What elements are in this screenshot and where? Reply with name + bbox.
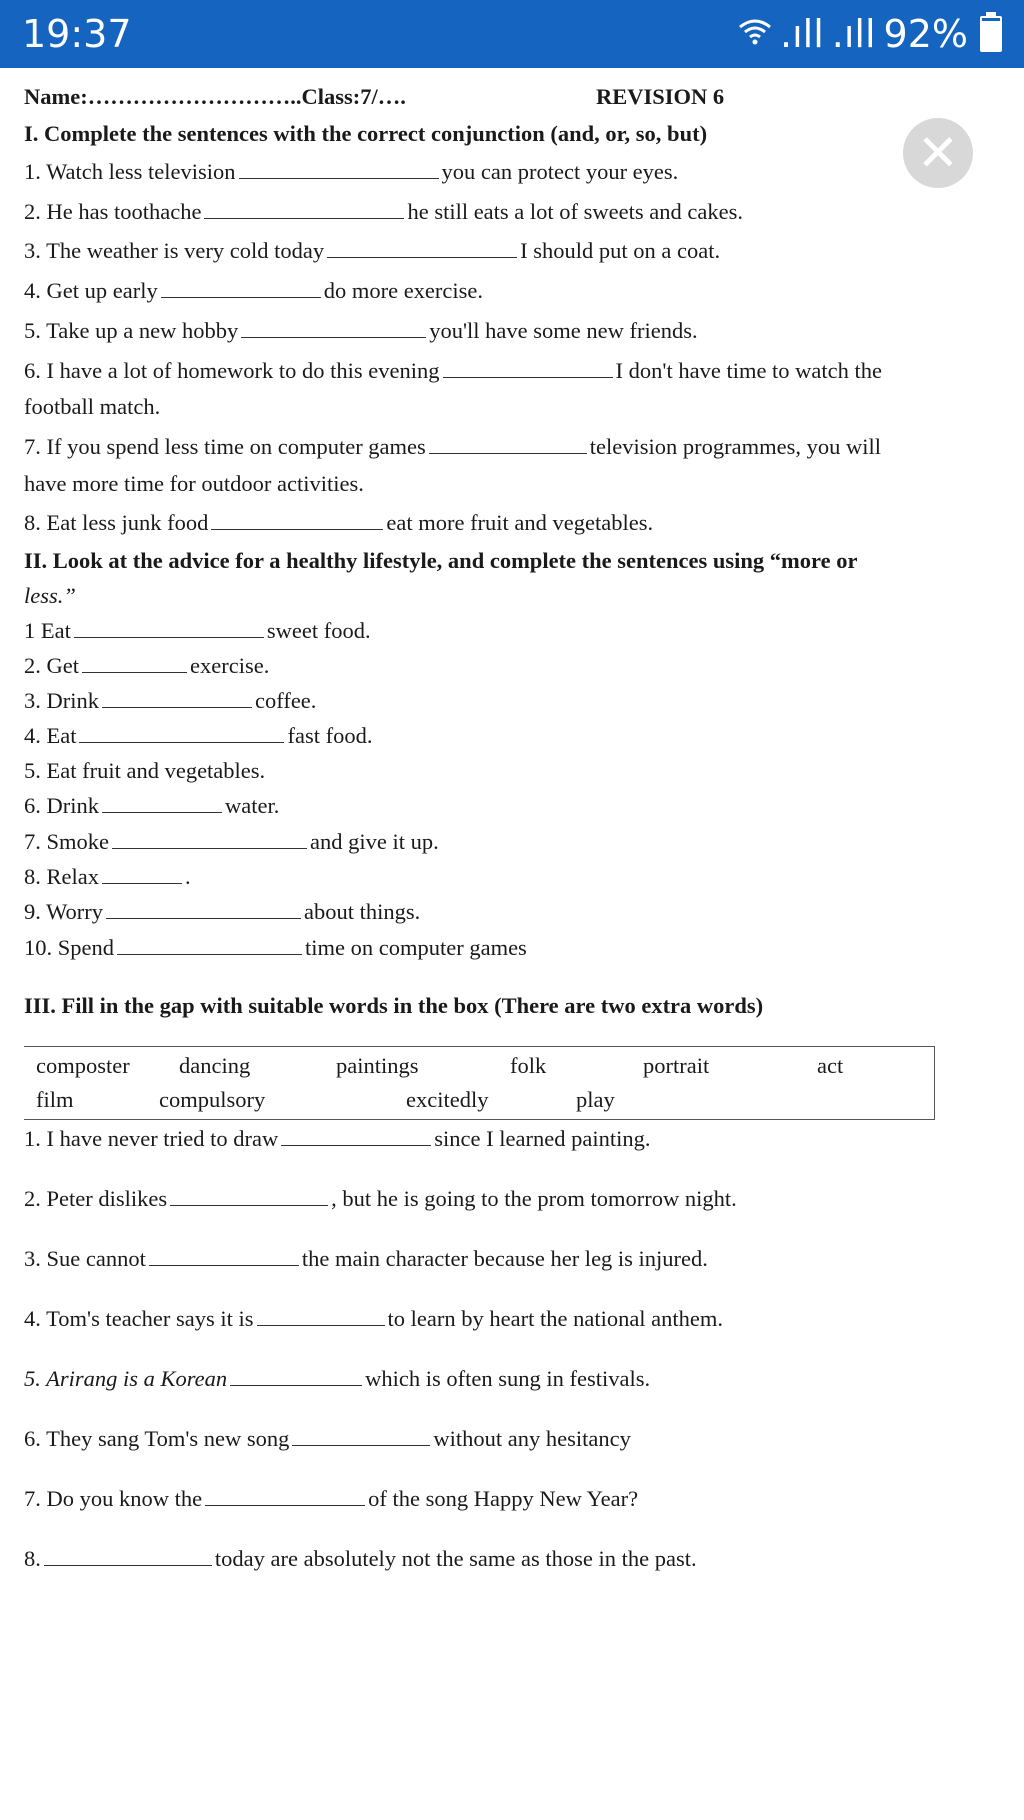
section2-title: II. Look at the advice for a healthy lifestyle, and complete the sentences using “more or xyxy=(24,548,858,573)
s2-item-6: 6. Drink water. xyxy=(24,793,280,818)
s3-item-5: 5. Arirang is a Korean which is often sung in festivals. xyxy=(24,1366,651,1391)
section2-title-cont: less.” xyxy=(24,583,76,608)
s1-item-8: 8. Eat less junk food eat more fruit and vegetables. xyxy=(24,510,654,535)
s2-item-5: 5. Eat fruit and vegetables. xyxy=(24,758,266,783)
s2-item-1: 1 Eat sweet food. xyxy=(24,618,371,643)
s3-item-6: 6. They sang Tom's new song without any hesitancy xyxy=(24,1426,631,1451)
status-bar xyxy=(0,0,1024,68)
close-button[interactable] xyxy=(903,118,973,188)
s3-item-4: 4. Tom's teacher says it is to learn by heart the national anthem. xyxy=(24,1306,724,1331)
s2-item-8: 8. Relax . xyxy=(24,864,191,889)
s1-item-7: 7. If you spend less time on computer games television programmes, you will xyxy=(24,434,882,459)
revision-title: REVISION 6 xyxy=(596,84,725,109)
section1-title: I. Complete the sentences with the correct conjunction (and, or, so, but) xyxy=(24,121,708,146)
word-box xyxy=(24,1046,935,1120)
box-word: portrait xyxy=(643,1053,710,1078)
s2-item-4: 4. Eat fast food. xyxy=(24,723,373,748)
s2-item-10: 10. Spend time on computer games xyxy=(24,935,527,960)
s1-item-1: 1. Watch less television you can protect your eyes. xyxy=(24,159,679,184)
box-word: paintings xyxy=(336,1053,419,1078)
s1-item-7-cont: have more time for outdoor activities. xyxy=(24,471,364,496)
close-icon: ✕ xyxy=(917,124,959,182)
s3-item-1: 1. I have never tried to draw since I learned painting. xyxy=(24,1126,651,1151)
box-word: composter xyxy=(36,1053,130,1078)
box-word: excitedly xyxy=(406,1087,489,1112)
s1-item-4: 4. Get up early do more exercise. xyxy=(24,278,484,303)
s1-item-6-cont: football match. xyxy=(24,394,161,419)
s3-item-8: 8. today are absolutely not the same as those in the past. xyxy=(24,1546,697,1571)
s1-item-5: 5. Take up a new hobby you'll have some new friends. xyxy=(24,318,698,343)
signal-icon-2: .ıll xyxy=(831,12,876,56)
battery-percent: 92% xyxy=(883,12,968,56)
status-icons xyxy=(738,12,1002,56)
box-word: dancing xyxy=(179,1053,251,1078)
s2-item-9: 9. Worry about things. xyxy=(24,899,421,924)
s3-item-7: 7. Do you know the of the song Happy New Year? xyxy=(24,1486,639,1511)
signal-icon-1: .ıll xyxy=(780,12,824,56)
s3-item-3: 3. Sue cannot the main character because her leg is injured. xyxy=(24,1246,708,1271)
box-word: film xyxy=(36,1087,74,1112)
s2-item-2: 2. Get exercise. xyxy=(24,653,270,678)
clock: 19:37 xyxy=(22,12,132,56)
box-word: play xyxy=(576,1087,615,1112)
section3-title: III. Fill in the gap with suitable words in the box (There are two extra words) xyxy=(24,993,764,1018)
box-word: folk xyxy=(510,1053,547,1078)
s1-item-3: 3. The weather is very cold today I should put on a coat. xyxy=(24,238,721,263)
name-class-line: Name:………………………..Class:7/…. xyxy=(24,84,406,109)
wifi-icon xyxy=(738,12,772,56)
s1-item-2: 2. He has toothache he still eats a lot of sweets and cakes. xyxy=(24,199,743,224)
box-word: compulsory xyxy=(159,1087,266,1112)
battery-icon xyxy=(980,16,1002,52)
s2-item-3: 3. Drink coffee. xyxy=(24,688,317,713)
s2-item-7: 7. Smoke and give it up. xyxy=(24,829,439,854)
box-word: act xyxy=(817,1053,844,1078)
s3-item-2: 2. Peter dislikes , but he is going to the prom tomorrow night. xyxy=(24,1186,737,1211)
s1-item-6: 6. I have a lot of homework to do this evening I don't have time to watch the xyxy=(24,358,883,383)
